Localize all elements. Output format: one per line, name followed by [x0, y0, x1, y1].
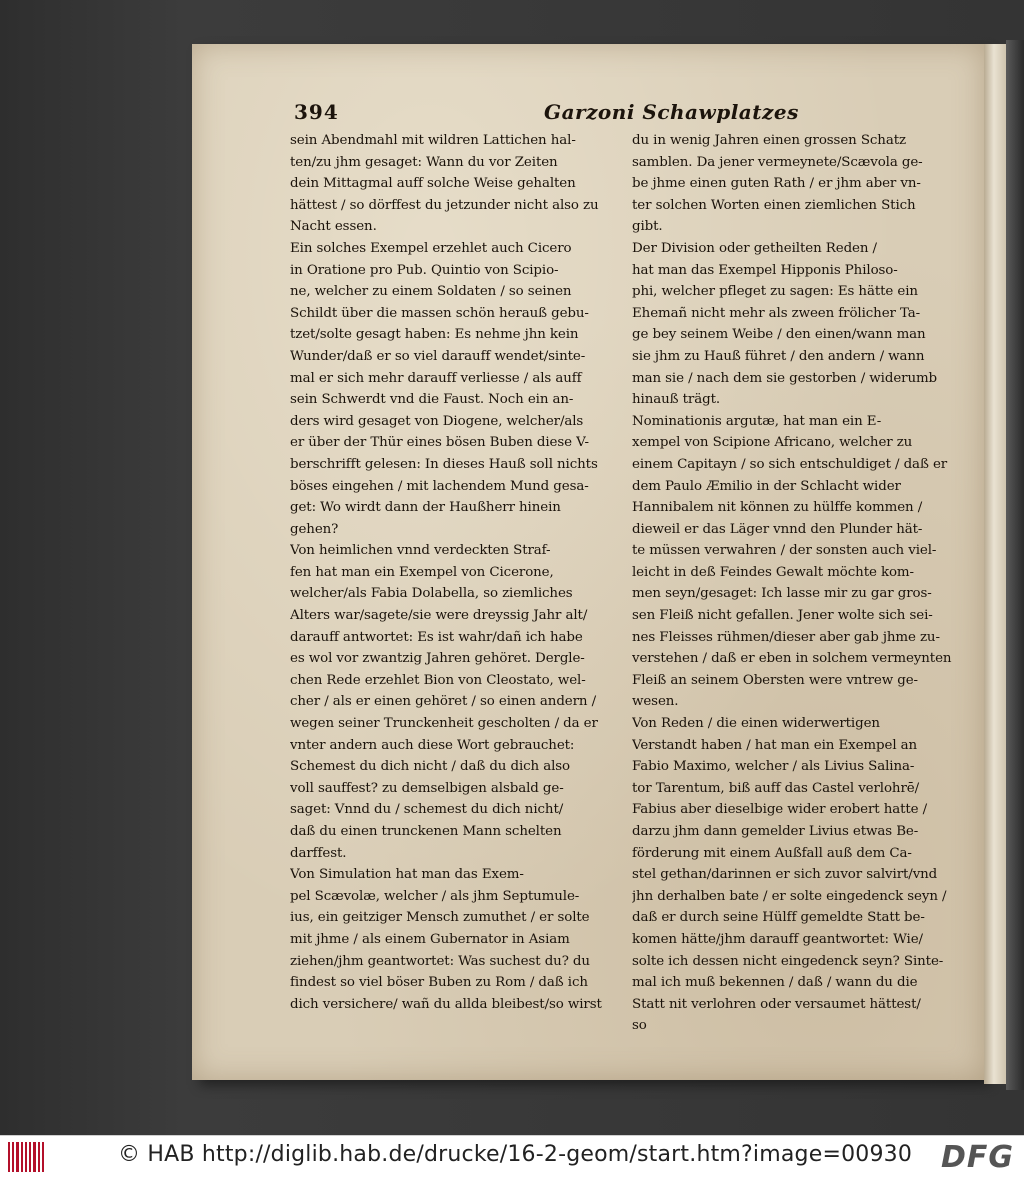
text-line: tzet/solte gesagt haben: Es nehme jhn kein [290, 327, 579, 343]
text-line: Nacht essen. [290, 219, 377, 235]
footer-bar [0, 1135, 1024, 1178]
text-line: jhn derhalben bate / er solte eingedenck seyn / [632, 888, 947, 904]
text-line: sein Abendmahl mit wildren Lattichen hal- [290, 133, 576, 148]
text-line: chen Rede erzehlet Bion von Cleostato, wel- [290, 672, 586, 688]
text-line: fen hat man ein Exempel von Cicerone, [290, 564, 554, 580]
text-line: saget: Vnnd du / schemest du dich nicht/ [290, 802, 564, 818]
text-line: daß er durch seine Hülff gemeldte Statt be- [632, 910, 925, 926]
text-line: dieweil er das Läger vnnd den Plunder hät- [632, 521, 923, 537]
text-line: be jhme einen guten Rath / er jhm aber vn- [632, 176, 921, 192]
text-line: darzu jhm dann gemelder Livius etwas Be- [632, 824, 919, 839]
text-line: Hannibalem nit können zu hülffe kommen / [632, 500, 923, 516]
text-line: findest so viel böser Buben zu Rom / daß ich [290, 975, 588, 991]
text-line: in Oratione pro Pub. Quintio von Scipio- [290, 262, 559, 278]
text-line: berschrifft gelesen: In dieses Hauß soll nichts [290, 456, 598, 472]
text-line: Wunder/daß er so viel darauff wendet/sinte- [290, 348, 586, 364]
text-line: Der Division oder getheilten Reden / [632, 240, 877, 256]
text-line: gehen? [290, 521, 339, 537]
text-line: einem Capitayn / so sich entschuldiget / daß er [632, 456, 948, 472]
text-line: ius, ein geitziger Mensch zumuthet / er solte [290, 910, 590, 926]
text-line: phi, welcher pfleget zu sagen: Es hätte ein [632, 284, 918, 300]
text-line: hinauß trägt. [632, 392, 721, 408]
text-line: er über der Thür eines bösen Buben diese V- [290, 435, 589, 451]
text-line: Schemest du dich nicht / daß du dich also [290, 759, 571, 775]
text-line: solte ich dessen nicht eingedenck seyn? Sinte- [632, 953, 944, 969]
text-line: Statt nit verlohren oder versaumet hättest/ [632, 996, 921, 1012]
text-line: Verstandt haben / hat man ein Exempel an [632, 737, 918, 753]
text-line: Von Simulation hat man das Exem- [290, 867, 524, 883]
page-header [294, 100, 954, 126]
text-line: sie jhm zu Hauß führet / den andern / wann [632, 348, 925, 364]
dfg-logo: DFG [940, 1140, 1014, 1175]
next-page-edge [984, 44, 1006, 1084]
text-line: wegen seiner Trunckenheit gescholten / da er [290, 716, 598, 732]
text-line: get: Wo wirdt dann der Haußherr hinein [290, 500, 561, 516]
text-line: men seyn/gesaget: Ich lasse mir zu gar gros- [632, 586, 932, 602]
text-line: vnter andern auch diese Wort gebrauchet: [290, 737, 575, 753]
text-line: mal ich muß bekennen / daß / wann du die [632, 975, 918, 991]
text-line: sen Fleiß nicht gefallen. Jener wolte sich sei- [632, 608, 933, 624]
text-line: leicht in deß Feindes Gewalt möchte kom- [632, 564, 914, 580]
text-line: komen hätte/jhm darauff geantwortet: Wie/ [632, 931, 923, 947]
text-line: böses eingehen / mit lachendem Mund gesa- [290, 478, 589, 494]
text-line: Schildt über die massen schön herauß gebu- [290, 305, 589, 321]
text-line: ge bey seinem Weibe / den einen/wann man [632, 327, 926, 343]
page-number: 394 [294, 100, 339, 124]
text-line: Alters war/sagete/sie were dreyssig Jahr alt/ [290, 608, 588, 624]
text-line: ders wird gesaget von Diogene, welcher/als [290, 413, 584, 429]
text-line: hat man das Exempel Hipponis Philoso- [632, 262, 898, 278]
text-line: ter solchen Worten einen ziemlichen Stich [632, 197, 916, 213]
text-line: darffest. [290, 845, 347, 861]
text-line: nes Fleisses rühmen/dieser aber gab jhme zu- [632, 629, 940, 645]
text-line: voll sauffest? zu demselbigen alsbald ge- [290, 780, 564, 796]
text-line: Ein solches Exempel erzehlet auch Cicero [290, 240, 572, 256]
text-line: sein Schwerdt vnd die Faust. Noch ein an- [290, 392, 574, 408]
book-page [192, 44, 984, 1080]
left-column [290, 130, 620, 1015]
text-line: Ehemañ nicht mehr als zween frölicher Ta- [632, 305, 921, 321]
text-line: Von Reden / die einen widerwertigen [632, 716, 880, 732]
text-line: du in wenig Jahren einen grossen Schatz [632, 133, 906, 148]
text-line: stel gethan/darinnen er sich zuvor salvirt/vnd [632, 867, 938, 883]
text-line: Von heimlichen vnnd verdeckten Straf- [290, 543, 551, 559]
text-line: Fleiß an seinem Obersten were vntrew ge- [632, 672, 918, 688]
text-line: daß du einen trunckenen Mann schelten [290, 824, 562, 839]
text-line: man sie / nach dem sie gestorben / widerumb [632, 370, 938, 386]
text-line: hättest / so dörffest du jetzunder nicht also zu [290, 197, 599, 213]
text-line: so [632, 1018, 647, 1034]
text-line: cher / als er einen gehöret / so einen andern / [290, 694, 597, 710]
text-line: dem Paulo Æmilio in der Schlacht wider [632, 478, 901, 494]
text-line: tor Tarentum, biß auff das Castel verlohrē/ [632, 780, 919, 796]
text-line: samblen. Da jener vermeynete/Scævola ge- [632, 154, 923, 170]
text-line: förderung mit einem Außfall auß dem Ca- [632, 845, 912, 861]
text-line: dich versichere/ wañ du allda bleibest/so wirst [290, 996, 602, 1012]
hab-barcode-icon [8, 1142, 44, 1172]
running-title: Garzoni Schawplatzes [544, 100, 799, 124]
text-line: wesen. [632, 694, 679, 710]
text-line: Fabio Maximo, welcher / als Livius Salina- [632, 759, 915, 775]
right-column [632, 130, 962, 1037]
text-line: ten/zu jhm gesaget: Wann du vor Zeiten [290, 154, 558, 170]
text-line: xempel von Scipione Africano, welcher zu [632, 435, 913, 451]
text-line: verstehen / daß er eben in solchem vermeynten [632, 651, 952, 667]
text-line: welcher/als Fabia Dolabella, so ziemliches [290, 586, 573, 602]
text-line: darauff antwortet: Es ist wahr/dañ ich habe [290, 629, 583, 645]
text-line: ne, welcher zu einem Soldaten / so seinen [290, 284, 572, 300]
scan-edge [1006, 40, 1024, 1090]
text-line: mal er sich mehr darauff verliesse / als auff [290, 370, 582, 386]
text-line: te müssen verwahren / der sonsten auch viel- [632, 543, 937, 559]
text-line: Nominationis argutæ, hat man ein E- [632, 413, 882, 429]
text-line: pel Scævolæ, welcher / als jhm Septumule- [290, 888, 580, 904]
footer-url[interactable]: © HAB http://diglib.hab.de/drucke/16-2-geom/start.htm?image=00930 [118, 1142, 913, 1167]
text-line: gibt. [632, 219, 663, 235]
text-line: es wol vor zwantzig Jahren gehöret. Dergle- [290, 651, 585, 667]
text-line: Fabius aber dieselbige wider erobert hatte / [632, 802, 928, 818]
text-line: dein Mittagmal auff solche Weise gehalten [290, 176, 576, 192]
text-line: mit jhme / als einem Gubernator in Asiam [290, 931, 570, 947]
text-line: ziehen/jhm geantwortet: Was suchest du? du [290, 953, 590, 969]
